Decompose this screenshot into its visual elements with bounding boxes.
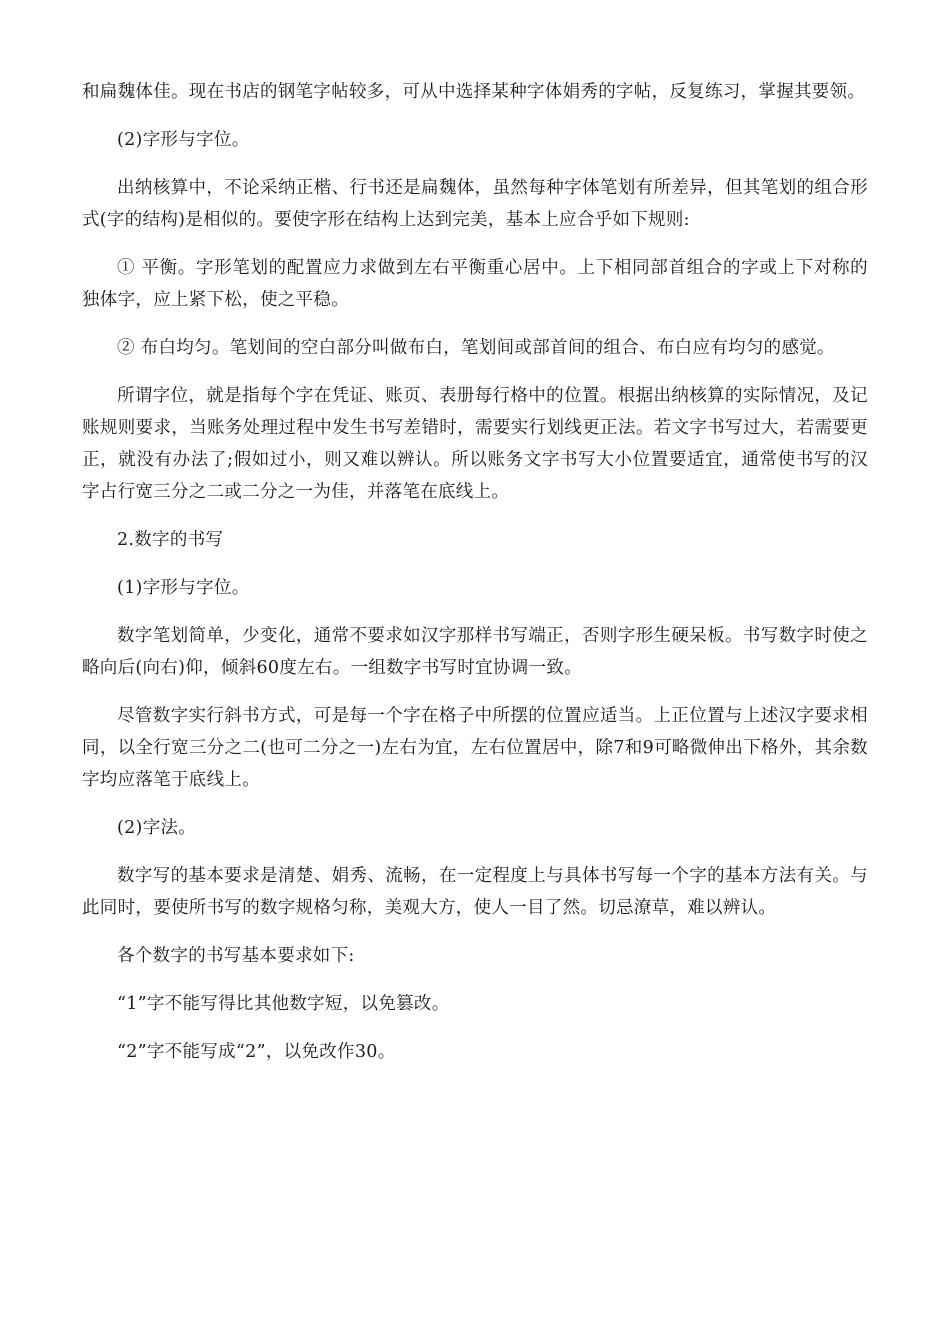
paragraph-continuation: 和扁魏体佳。现在书店的钢笔字帖较多，可从中选择某种字体娟秀的字帖，反复练习，掌握其要领。: [82, 82, 866, 102]
paragraph: 所谓字位，就是指每个字在凭证、账页、表册每行格中的位置。根据出纳核算的实际情况，及记账规则要求，当账务处理过程中发生书写差错时，需要实行划线更正法。若文字书写过大，若需要更正，就没有办法了;假如过小，则又难以辨认。所以账务文字书写大小位置要适宜，通常使书写的汉字占行宽三分之二或二分之一为佳，并落笔在底线上。: [82, 386, 868, 502]
section-heading-numbers: 2.数字的书写: [117, 530, 224, 550]
paragraph: 出纳核算中，不论采纳正楷、行书还是扁魏体，虽然每种字体笔划有所差异，但其笔划的组合形式(字的结构)是相似的。要使字形在结构上达到完美，基本上应合乎如下规则:: [82, 178, 868, 230]
subheading-glyph-form: (2)字形与字位。: [117, 130, 250, 150]
list-item-balance: ① 平衡。字形笔划的配置应力求做到左右平衡重心居中。上下相同部首组合的字或上下对称的独体字，应上紧下松，使之平稳。: [82, 258, 868, 310]
list-item-digit-2: “2”字不能写成“2”，以免改作30。: [117, 1042, 396, 1062]
paragraph: 尽管数字实行斜书方式，可是每一个字在格子中所摆的位置应适当。上正位置与上述汉字要求相同，以全行宽三分之二(也可二分之一)左右为宜，左右位置居中，除7和9可略微伸出下格外，其余数字均应落笔于底线上。: [82, 706, 868, 790]
paragraph: 数字笔划简单，少变化，通常不要求如汉字那样书写端正，否则字形生硬呆板。书写数字时使之略向后(向右)仰，倾斜60度左右。一组数字书写时宜协调一致。: [82, 626, 868, 678]
list-item-spacing: ② 布白均匀。笔划间的空白部分叫做布白，笔划间或部首间的组合、布白应有均匀的感觉。: [117, 338, 835, 358]
paragraph: 数字写的基本要求是清楚、娟秀、流畅，在一定程度上与具体书写每一个字的基本方法有关。与此同时，要使所书写的数字规格匀称，美观大方，使人一目了然。切忌潦草，难以辨认。: [82, 866, 868, 918]
subheading-number-form: (1)字形与字位。: [117, 578, 250, 598]
list-item-digit-1: “1”字不能写得比其他数字短，以免篡改。: [117, 994, 450, 1014]
subheading-method: (2)字法。: [117, 818, 197, 838]
paragraph: 各个数字的书写基本要求如下:: [117, 946, 355, 966]
